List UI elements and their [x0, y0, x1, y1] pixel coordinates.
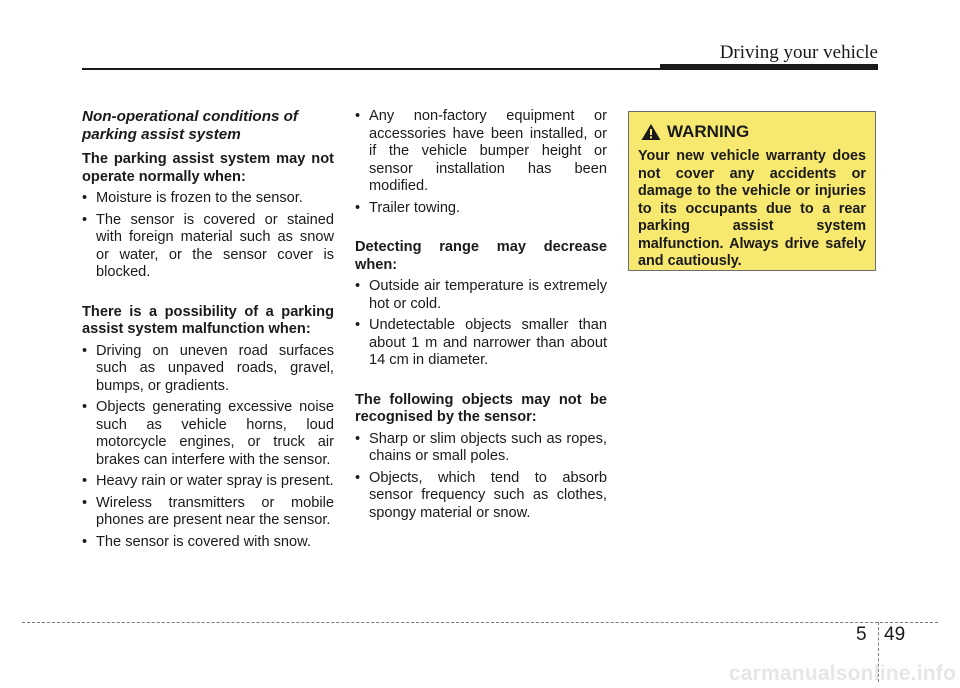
list-item: • Undetectable objects smaller than about 1 m and narrower than about 14 cm in diameter. — [355, 317, 607, 370]
condition-list — [82, 190, 334, 282]
condition-list-continued — [355, 108, 607, 217]
text-column-middle — [355, 108, 607, 526]
warning-triangle-icon — [641, 123, 661, 141]
condition-intro: The parking assist system may not operate normally when: — [82, 151, 334, 185]
list-item: • Trailer towing. — [355, 200, 607, 218]
warning-title: WARNING — [667, 122, 750, 141]
list-item: • Wireless transmitters or mobile phones are present near the sensor. — [82, 495, 334, 530]
list-item: • Driving on uneven road surfaces such as unpaved roads, gravel, bumps, or gradients. — [82, 343, 334, 396]
list-item: • Moisture is frozen to the sensor. — [82, 190, 334, 208]
list-item: • Objects generating excessive noise such as vehicle horns, loud motorcycle engines, or truck air brakes can interfere with the sensor. — [82, 399, 334, 469]
list-item: • Heavy rain or water spray is present. — [82, 473, 334, 491]
malfunction-intro: There is a possibility of a parking assist system malfunction when: — [82, 303, 334, 337]
list-item: • Objects, which tend to absorb sensor frequency such as clothes, spongy material or snow. — [355, 470, 607, 523]
list-item: • Any non-factory equipment or accessories have been installed, or if the vehicle bumper height or sensor installation has been modified. — [355, 108, 607, 196]
list-item: • The sensor is covered or stained with foreign material such as snow or water, or the sensor cover is blocked. — [82, 212, 334, 282]
text-column-left — [82, 108, 334, 555]
page-number: 49 — [884, 624, 906, 645]
list-item: • Sharp or slim objects such as ropes, chains or small poles. — [355, 431, 607, 466]
range-intro: Detecting range may decrease when: — [355, 239, 607, 273]
warning-header — [638, 122, 866, 142]
malfunction-list — [82, 343, 334, 552]
range-list — [355, 278, 607, 370]
warning-text: Your new vehicle warranty does not cover any accidents or damage to the vehicle or injuries to its occupants due to a rear parking assist system malfunction. Always drive safely and cautiously. — [638, 148, 866, 269]
list-item: • The sensor is covered with snow. — [82, 534, 334, 552]
chapter-number: 5 — [856, 624, 867, 645]
header-rule-accent — [660, 64, 878, 70]
footer-rule — [22, 622, 938, 623]
objects-intro: The following objects may not be recognised by the sensor: — [355, 391, 607, 425]
objects-list — [355, 431, 607, 523]
list-item: • Outside air temperature is extremely hot or cold. — [355, 278, 607, 313]
watermark: carmanualsonline.info — [728, 662, 956, 685]
section-heading: Non-operational conditions of parking assist system — [82, 108, 298, 143]
warning-box — [628, 111, 876, 271]
running-header-title: Driving your vehicle — [719, 42, 878, 63]
